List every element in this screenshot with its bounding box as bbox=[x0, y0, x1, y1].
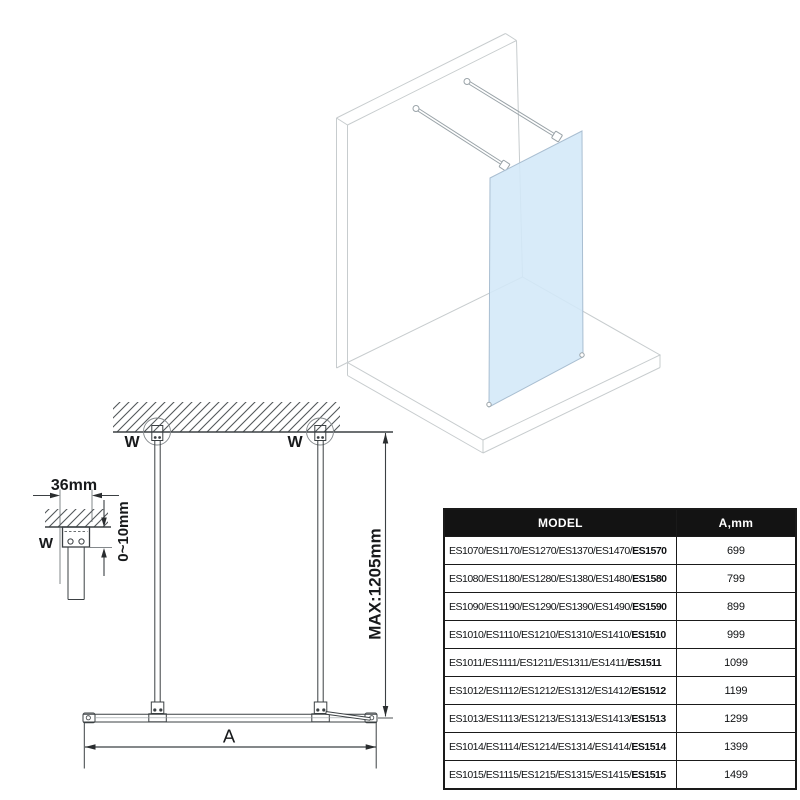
table-row bbox=[444, 621, 796, 649]
model-cell: ES1090/ES1190/ES1290/ES1390/ES1490/ES1590 bbox=[444, 593, 676, 621]
model-cell: ES1010/ES1110/ES1210/ES1310/ES1410/ES1510 bbox=[444, 621, 676, 649]
detail-rod bbox=[68, 547, 84, 600]
glass-panel-3d bbox=[489, 131, 583, 407]
a-mm-cell: 799 bbox=[676, 565, 796, 593]
support-bar-right-3d bbox=[464, 79, 563, 143]
model-column-header: MODEL bbox=[444, 509, 676, 537]
glass-foot-left-3d bbox=[487, 402, 491, 406]
rod-right bbox=[318, 441, 323, 703]
table-row bbox=[444, 537, 796, 565]
label-w-right: W bbox=[287, 434, 303, 451]
label-max-height: MAX:1205mm bbox=[365, 528, 385, 640]
a-mm-cell: 1099 bbox=[676, 649, 796, 677]
a-mm-cell: 999 bbox=[676, 621, 796, 649]
model-table bbox=[443, 508, 797, 790]
detail-ceiling-hatch bbox=[45, 509, 108, 527]
a-mm-cell: 1199 bbox=[676, 677, 796, 705]
model-cell: ES1011/ES1111/ES1211/ES1311/ES1411/ES1511 bbox=[444, 649, 676, 677]
glass-foot-right-3d bbox=[580, 353, 584, 357]
table-row bbox=[444, 677, 796, 705]
label-36mm: 36mm bbox=[50, 477, 98, 494]
ceiling-hatch bbox=[113, 402, 340, 432]
a-mm-cell: 1399 bbox=[676, 733, 796, 761]
model-cell: ES1015/ES1115/ES1215/ES1315/ES1415/ES1515 bbox=[444, 761, 676, 790]
model-cell: ES1014/ES1114/ES1214/ES1314/ES1414/ES1514 bbox=[444, 733, 676, 761]
front-view bbox=[83, 402, 393, 769]
isometric-view bbox=[337, 34, 661, 454]
table-row bbox=[444, 733, 796, 761]
a-mm-cell: 899 bbox=[676, 593, 796, 621]
support-bar-left-3d bbox=[413, 106, 510, 172]
label-w-detail: W bbox=[38, 535, 54, 552]
a-mm-column-header: A,mm bbox=[676, 509, 796, 537]
table-row bbox=[444, 761, 796, 790]
table-row bbox=[444, 565, 796, 593]
a-mm-cell: 699 bbox=[676, 537, 796, 565]
rod-left bbox=[155, 441, 160, 703]
table-header-row bbox=[444, 509, 796, 537]
model-cell: ES1070/ES1170/ES1270/ES1370/ES1470/ES1570 bbox=[444, 537, 676, 565]
glass-top-bar bbox=[83, 713, 377, 723]
table-row bbox=[444, 649, 796, 677]
model-cell: ES1013/ES1113/ES1213/ES1313/ES1413/ES1513 bbox=[444, 705, 676, 733]
a-mm-cell: 1299 bbox=[676, 705, 796, 733]
label-adjust-range: 0~10mm bbox=[115, 501, 132, 562]
a-mm-cell: 1499 bbox=[676, 761, 796, 790]
detail-bracket bbox=[63, 527, 90, 547]
label-w-left: W bbox=[124, 434, 140, 451]
table-row bbox=[444, 593, 796, 621]
label-width-a: A bbox=[222, 725, 236, 747]
table-row bbox=[444, 705, 796, 733]
glass-clamp-left bbox=[149, 702, 167, 722]
model-cell: ES1080/ES1180/ES1280/ES1380/ES1480/ES1580 bbox=[444, 565, 676, 593]
model-cell: ES1012/ES1112/ES1212/ES1312/ES1412/ES1512 bbox=[444, 677, 676, 705]
